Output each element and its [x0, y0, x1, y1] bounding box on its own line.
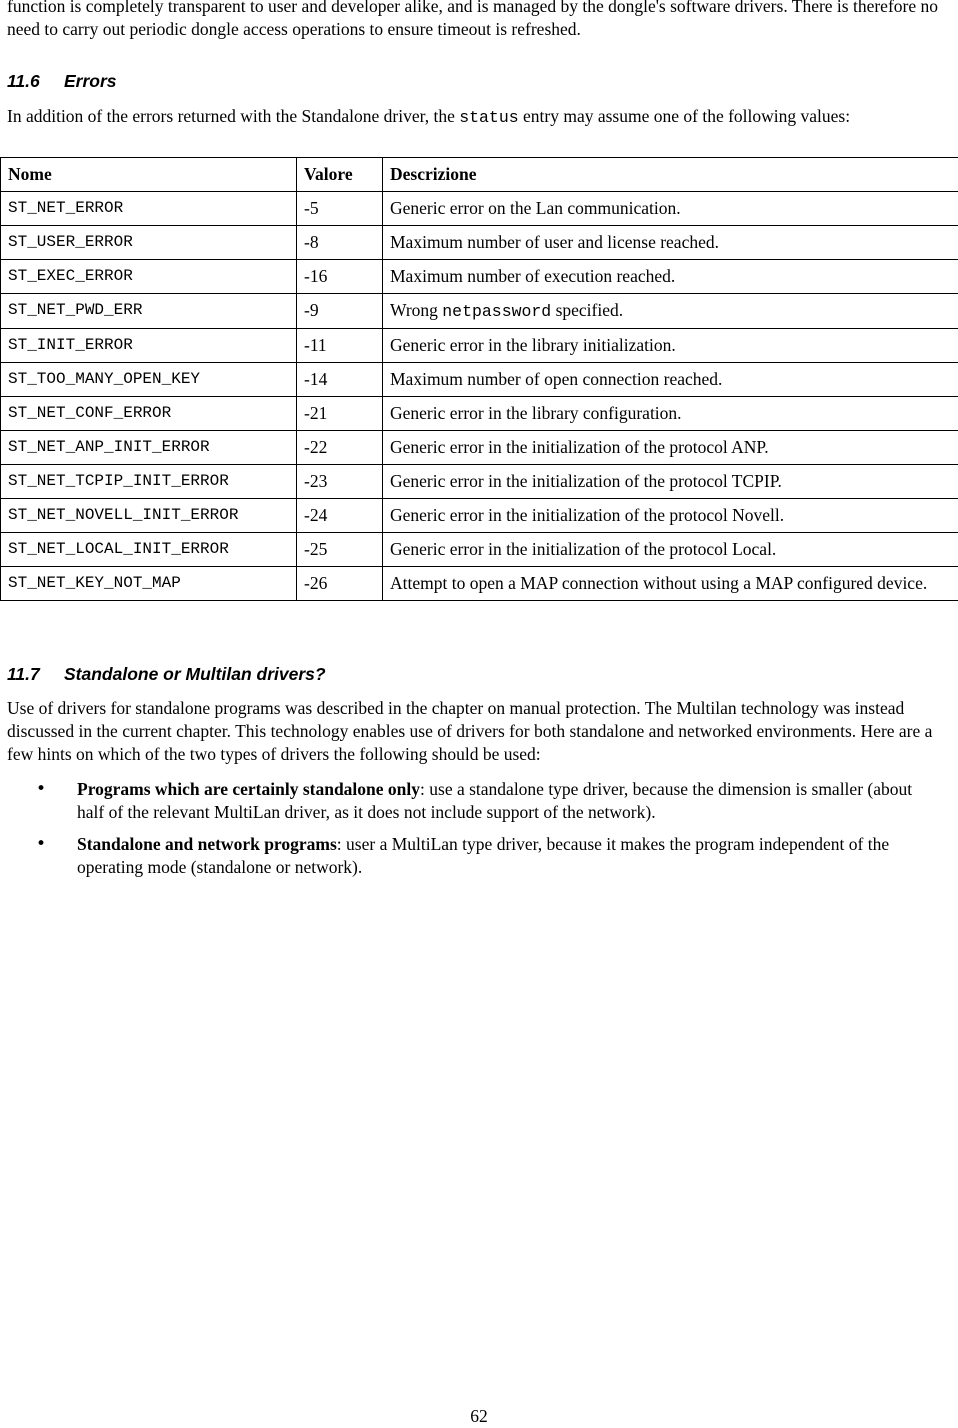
- bullet-icon: •: [36, 833, 46, 856]
- intro-paragraph: function is completely transparent to user and developer alike, and is managed by the dongle's software drivers. There is therefore no need to carry out periodic dongle access operations to ensure timeout is refreshed.: [7, 0, 947, 41]
- drivers-paragraph: Use of drivers for standalone programs was described in the chapter on manual protection. The Multilan technology was instead discussed in the current chapter. This technology enables use of drivers for both standalone and networked environments. Here are a few hints on which of the two types of drivers the following should be used:: [7, 697, 947, 766]
- error-description-cell: Generic error in the library configuration.: [383, 397, 958, 431]
- error-name-cell: ST_NET_ERROR: [1, 192, 297, 226]
- error-value-cell: -21: [297, 397, 383, 431]
- table-row: [1, 465, 958, 499]
- error-description-cell: Generic error in the initialization of the protocol ANP.: [383, 431, 958, 465]
- error-description-cell: Generic error in the initialization of the protocol Novell.: [383, 499, 958, 533]
- error-name-cell: ST_NET_TCPIP_INIT_ERROR: [1, 465, 297, 499]
- table-row: [1, 397, 958, 431]
- description-text: Wrong: [390, 300, 442, 320]
- error-description-cell: Generic error in the initialization of the protocol Local.: [383, 533, 958, 567]
- column-header-description: Descrizione: [383, 158, 958, 192]
- column-header-value: Valore: [297, 158, 383, 192]
- list-item-text: : user a MultiLan type driver, because it makes the program independent of the operating mode (standalone or network).: [77, 834, 889, 877]
- table-row: [1, 567, 958, 601]
- error-value-cell: -9: [297, 294, 383, 329]
- error-name-cell: ST_NET_KEY_NOT_MAP: [1, 567, 297, 601]
- table-row: [1, 226, 958, 260]
- page-number: 62: [0, 1405, 958, 1428]
- table-row: [1, 260, 958, 294]
- bullet-icon: •: [36, 778, 46, 801]
- table-row: [1, 363, 958, 397]
- error-description-cell: Generic error in the library initialization.: [383, 329, 958, 363]
- error-value-cell: -16: [297, 260, 383, 294]
- error-name-cell: ST_EXEC_ERROR: [1, 260, 297, 294]
- list-item: [0, 833, 940, 879]
- error-description-cell: Maximum number of open connection reached.: [383, 363, 958, 397]
- errors-intro-paragraph: [7, 105, 947, 129]
- column-header-name: Nome: [1, 158, 297, 192]
- section-number: 11.6: [7, 70, 64, 93]
- table-row: [1, 192, 958, 226]
- errors-intro-text-end: entry may assume one of the following values:: [519, 106, 850, 126]
- status-code-term: status: [459, 108, 518, 127]
- list-item: [0, 778, 940, 824]
- section-title: Standalone or Multilan drivers?: [64, 664, 326, 684]
- table-row: [1, 499, 958, 533]
- error-value-cell: -26: [297, 567, 383, 601]
- error-name-cell: ST_NET_LOCAL_INIT_ERROR: [1, 533, 297, 567]
- table-row: [1, 431, 958, 465]
- error-codes-table: [0, 157, 958, 601]
- error-name-cell: ST_NET_ANP_INIT_ERROR: [1, 431, 297, 465]
- error-value-cell: -23: [297, 465, 383, 499]
- error-description-cell: Maximum number of execution reached.: [383, 260, 958, 294]
- list-item-bold: Programs which are certainly standalone only: [77, 779, 420, 799]
- error-value-cell: -11: [297, 329, 383, 363]
- list-item-bold: Standalone and network programs: [77, 834, 337, 854]
- description-text-end: specified.: [551, 300, 623, 320]
- error-value-cell: -14: [297, 363, 383, 397]
- error-description-cell: Generic error on the Lan communication.: [383, 192, 958, 226]
- table-header-row: [1, 158, 958, 192]
- error-description-cell: Maximum number of user and license reached.: [383, 226, 958, 260]
- error-name-cell: ST_TOO_MANY_OPEN_KEY: [1, 363, 297, 397]
- error-name-cell: ST_USER_ERROR: [1, 226, 297, 260]
- error-description-cell: [383, 294, 958, 329]
- recommendation-list: [0, 778, 940, 888]
- error-description-cell: Attempt to open a MAP connection without using a MAP configured device.: [383, 567, 958, 601]
- section-number: 11.7: [7, 663, 64, 686]
- section-heading-drivers: [7, 663, 326, 686]
- section-title: Errors: [64, 71, 117, 91]
- error-value-cell: -25: [297, 533, 383, 567]
- error-description-cell: Generic error in the initialization of the protocol TCPIP.: [383, 465, 958, 499]
- error-value-cell: -22: [297, 431, 383, 465]
- error-name-cell: ST_NET_PWD_ERR: [1, 294, 297, 329]
- list-item-text: : use a standalone type driver, because the dimension is smaller (about half of the relevant MultiLan driver, as it does not include support of the network).: [77, 779, 912, 822]
- error-name-cell: ST_INIT_ERROR: [1, 329, 297, 363]
- error-value-cell: -5: [297, 192, 383, 226]
- error-name-cell: ST_NET_CONF_ERROR: [1, 397, 297, 431]
- error-value-cell: -8: [297, 226, 383, 260]
- section-heading-errors: [7, 70, 117, 93]
- table-row: [1, 329, 958, 363]
- error-name-cell: ST_NET_NOVELL_INIT_ERROR: [1, 499, 297, 533]
- table-row: [1, 533, 958, 567]
- error-value-cell: -24: [297, 499, 383, 533]
- table-row: [1, 294, 958, 329]
- errors-intro-text: In addition of the errors returned with the Standalone driver, the: [7, 106, 459, 126]
- netpassword-code-term: netpassword: [442, 302, 551, 321]
